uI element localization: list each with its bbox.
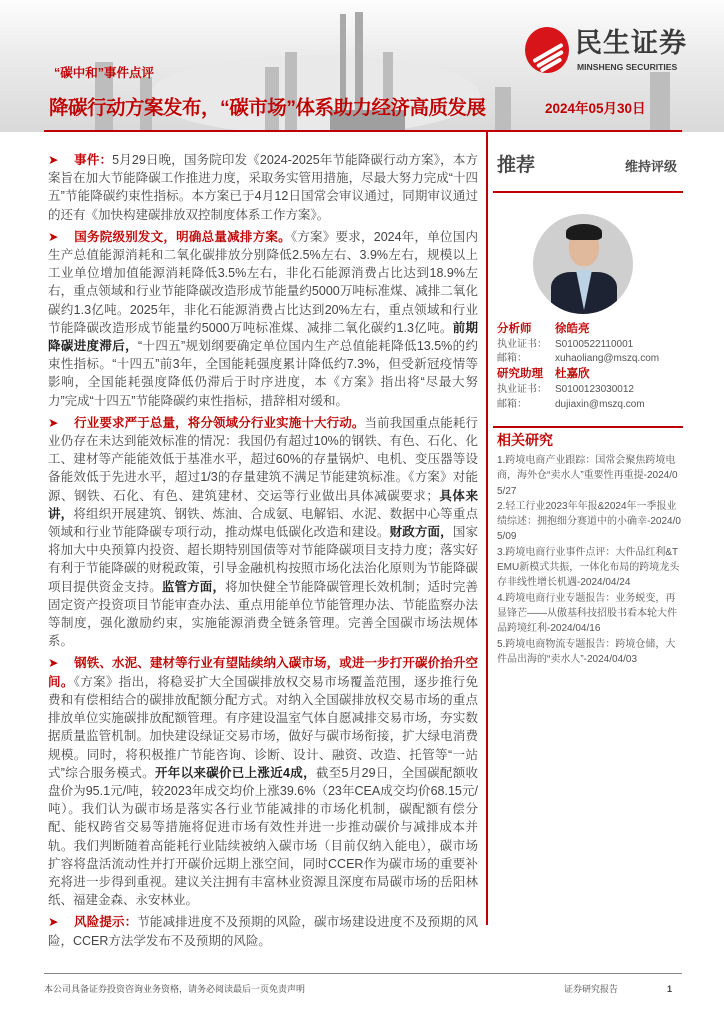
- assistant-email: [497, 398, 645, 411]
- footer-disclaimer: 本公司具备证券投资咨询业务资格，请务必阅读最后一页免责声明: [44, 984, 306, 994]
- logo-text: 民生证券: [575, 28, 687, 58]
- assistant-role: 研究助理: [497, 368, 543, 380]
- logo-icon: [525, 27, 569, 73]
- logo-subtext: MINSHENG SECURITIES: [577, 62, 678, 72]
- related-item[interactable]: 3.跨境电商行业事件点评：大件品红利&TEMU新模式共振，一体化布局的跨境龙头存非线性增长机遇-2024/04/24: [497, 546, 680, 589]
- paragraph-text: 《方案》指出，将稳妥扩大全国碳排放权交易市场覆盖范围，逐步推行免费和有偿相结合的碳排放配额分配方式。对纳入全国碳排放权交易市场的重点排放单位实施碳排放配额管理。有序建设温室气体自愿减排交易市场，夯实数据质量监管机制。加快建设绿证交易市场，做好与碳市场衔接，扩大绿电消费规模。同时，将积极推广节能咨询、诊断、设计、融资、改造、托管等“一站式”综合服务模式。: [48, 674, 478, 780]
- bullet-arrow-icon: ➤: [48, 229, 59, 244]
- bullet-paragraph: [48, 414, 478, 651]
- rating: 推荐: [497, 155, 536, 176]
- paragraph-text: 将加快健全节能降碳管理长效机制；适时完善固定资产投资项目节能审查办法、重点用能单位节能管理办法、节能监察办法等制度，强化激励约束，实施能源消费全链条管理。完善全国碳市场法规体系。: [48, 579, 478, 649]
- paragraph-text: 当前我国重点能耗行业仍存在未达到能效标准的情况：我国仍有超过10%的钢铁、有色、石化、化工、建材等产能能效低于基准水平，超过60%的存量锅炉、电机、变压器等设备能效低于先进水平，超过1/3的存量建筑不满足节能建筑标准。《方案》对能源、钢铁、石化、有色、建筑建材、交运等行业做出具体减碳要求；: [48, 415, 478, 503]
- analyst-email-label: 邮箱：: [497, 353, 527, 364]
- bullet-paragraph: [48, 228, 478, 410]
- bullet-paragraph: [48, 654, 478, 909]
- analyst-heading: [497, 322, 590, 336]
- analyst-photo: [533, 214, 633, 314]
- assistant-name: 杜嘉欣: [555, 368, 590, 380]
- paragraph-text: 国家将加大中央预算内投资、超长期特别国债等对节能降碳项目支持力度；落实好有利于节能降碳的财税政策，引导金融机构按照市场化法治化原则为节能降碳项目提供资金支持。: [48, 525, 478, 594]
- page-number: 1: [667, 984, 673, 994]
- bullet-arrow-icon: ➤: [48, 153, 59, 167]
- banner-building: [285, 52, 297, 132]
- paragraph-text: 节能减排进度不及预期的风险，碳市场建设进度不及预期的风险，CCER方法学发布不及预期的风险。: [48, 915, 478, 948]
- bold-phrase: 财政方面，: [389, 525, 453, 540]
- paragraph-heading: 事件：: [74, 153, 113, 167]
- related-item[interactable]: 4.跨境电商行业专题报告：业务蜕变，再显锋芒——从傲基科技招股书看本轮大件品跨境红利-2024/04/16: [497, 592, 677, 635]
- analyst-email: [497, 352, 659, 365]
- paragraph-text: 截至5月29日，全国碳配额收盘价为95.1元/吨，较2023年成交均价上涨39.6%（23年CEA成交均价68.15元/吨）。我们认为碳市场是落实各行业节能减排的市场化机制，碳配额有偿分配、能权跨省交易等措施将促进市场有效性并进一步推动碳价与减排成本并轨。我们判断随着高能耗行业陆续被纳入碳市场（目前仅纳入能电），碳市场扩容将盘活流动性并打开碳价远期上涨空间，同时CCER作为碳市场的重要补充将进一步得到重视。建议关注拥有丰富林业资源且深度布局碳市场的岳阳林纸、福建金森、永安林业。: [48, 765, 479, 908]
- paragraph-text: 将组织开展建筑、钢铁、炼油、合成氨、电解铝、水泥、数据中心等重点领域和行业节能降碳专项行动，推动煤电低碳化改造和建设。: [48, 506, 478, 540]
- assistant-email-value[interactable]: dujiaxin@mszq.com: [555, 399, 645, 410]
- assistant-cert-value: S0100123030012: [555, 384, 634, 395]
- bullet-arrow-icon: ➤: [48, 915, 59, 930]
- paragraph-heading: 钢铁、水泥、建材等行业有望陆续纳入碳市场，或进一步打开碳价抬升空间。: [48, 656, 478, 689]
- paragraph-text: 《方案》要求，2024年，单位国内生产总值能源消耗和二氧化碳排放分别降低2.5%左右、3.9%左右，规模以上工业单位增加值能源消耗降低3.5%左右，非化石能源消费占比达到18.9%左右，重点领域和行业节能降碳改造形成节能量约5000万吨标准煤、减排二氧化碳约1.3亿吨。2025年，非化石能源消费占比达到20%左右，重点领域和行业节能降碳改造形成节能量约5000万吨标准煤、减排二氧化碳约1.3亿吨。: [48, 229, 478, 335]
- report-body: [48, 151, 478, 954]
- bullet-arrow-icon: ➤: [48, 656, 59, 671]
- bold-phrase: 具体来讲，: [48, 488, 478, 521]
- assistant-cert-label: 执业证书：: [497, 384, 547, 395]
- sidebar-divider: [493, 426, 683, 428]
- bullet-paragraph: [48, 913, 478, 949]
- analyst-cert: [497, 338, 633, 351]
- related-research-list: [497, 453, 681, 667]
- footer-divider: [44, 973, 682, 974]
- analyst-cert-label: 执业证书：: [497, 339, 547, 350]
- report-date: 2024年05月30日: [545, 101, 646, 116]
- paragraph-heading: 风险提示：: [74, 915, 138, 930]
- bullet-paragraph: [48, 151, 478, 224]
- assistant-email-label: 邮箱：: [497, 399, 527, 410]
- analyst-email-value[interactable]: xuhaoliang@mszq.com: [555, 353, 660, 364]
- paragraph-text: 5月29日晚，国务院印发《2024-2025年节能降碳行动方案》，本方案旨在加大节能降碳工作推进力度，采取务实管用措施，尽最大努力完成“十四五”节能降碳约束性指标。本方案已于4月12日国常会审议通过，同期审议通过的还有《加快构建碳排放双控制度体系工作方案》。: [48, 153, 478, 222]
- banner-building: [495, 87, 511, 132]
- paragraph-heading: 国务院级别发文，明确总量减排方案。: [74, 229, 291, 244]
- bullet-arrow-icon: ➤: [48, 415, 59, 430]
- assistant-heading: [497, 367, 590, 381]
- header-banner: [0, 0, 724, 132]
- related-item[interactable]: 1.跨境电商产业跟踪：国常会聚焦跨境电商，海外仓“卖水人”重要性再重提-2024/05/27: [497, 455, 678, 497]
- banner-river: [150, 55, 480, 132]
- paragraph-heading: 行业要求严于总量，将分领域分行业实施十大行动。: [74, 415, 365, 430]
- analyst-cert-value: S0100522110001: [555, 339, 634, 350]
- assistant-cert: [497, 383, 634, 396]
- related-research-title: 相关研究: [497, 432, 553, 448]
- paragraph-text: “十四五”规划纲要确定单位国内生产总值能耗降低13.5%的约束性指标。“十四五”前3年，全国能耗强度累计降低约7.3%，但受新冠疫情等影响，全国能耗强度降低仍滞后于时序进度，本《方案》指出将“尽最大努力”完成“十四五”节能降碳约束性指标，措辞相对缓和。: [48, 339, 478, 408]
- header-divider: [44, 130, 682, 132]
- report-title: 降碳行动方案发布，“碳市场”体系助力经济高质发展: [49, 97, 486, 119]
- related-item[interactable]: 2.轻工行业2023年年报&2024年一季报业绩综述：拥抱细分赛道中的小确幸-2024/05/09: [497, 500, 681, 543]
- bold-phrase: 开年以来碳价已上涨近4成，: [154, 765, 316, 780]
- column-divider: [486, 130, 488, 925]
- bold-phrase: 前期降碳进度滞后，: [48, 320, 478, 354]
- analyst-name: 徐皓亮: [555, 323, 590, 335]
- report-category: “碳中和”事件点评: [54, 66, 155, 80]
- sidebar-divider: [493, 191, 683, 193]
- bold-phrase: 监管方面，: [161, 579, 226, 594]
- related-item[interactable]: 5.跨境电商物流专题报告：跨境仓储，大件品出海的“卖水人”-2024/04/03: [497, 638, 676, 665]
- rating-action: 维持评级: [625, 159, 678, 174]
- footer-report-type: 证券研究报告: [564, 984, 619, 994]
- analyst-role: 分析师: [497, 323, 532, 335]
- banner-building: [650, 72, 670, 132]
